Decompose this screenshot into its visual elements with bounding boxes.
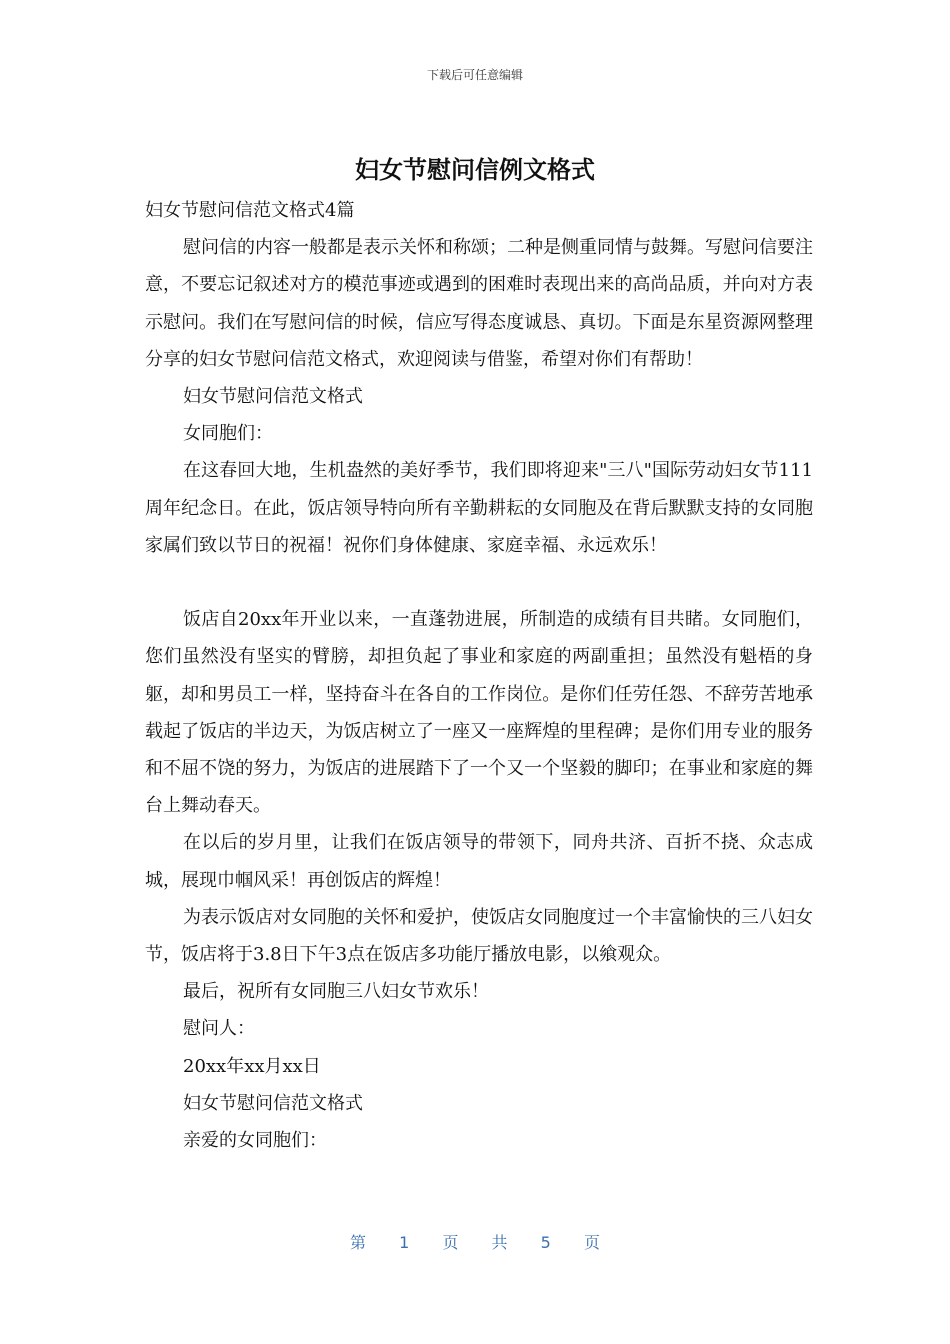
salutation: 女同胞们： bbox=[183, 423, 273, 445]
total-page-number: 5 bbox=[540, 1233, 551, 1252]
document-title: 妇女节慰问信例文格式 bbox=[355, 156, 595, 184]
subtitle-line: 妇女节慰问信范文格式4篇 bbox=[145, 200, 355, 221]
page-header: 下载后可任意编辑 bbox=[426, 68, 523, 82]
body-paragraph: 在以后的岁月里，让我们在饭店领导的带领下，同舟共济、百折不挠、众志成城，展现巾帼风采！再创饭店的辉煌！ bbox=[145, 832, 813, 891]
footer-word: 第 bbox=[350, 1233, 367, 1252]
footer-word: 共 bbox=[491, 1233, 508, 1252]
salutation: 亲爱的女同胞们： bbox=[183, 1130, 327, 1152]
body-paragraph: 为表示饭店对女同胞的关怀和爱护，使饭店女同胞度过一个丰富愉快的三八妇女节，饭店将于3.8日下午3点在饭店多功能厅播放电影，以飨观众。 bbox=[145, 906, 813, 966]
section-heading: 妇女节慰问信范文格式 bbox=[183, 1092, 363, 1114]
footer-word: 页 bbox=[583, 1233, 600, 1252]
date-line: 20xx年xx月xx日 bbox=[183, 1055, 321, 1077]
section-heading: 妇女节慰问信范文格式 bbox=[183, 386, 363, 408]
body-paragraph: 在这春回大地，生机盎然的美好季节，我们即将迎来"三八"国际劳动妇女节111周年纪念日。在此，饭店领导特向所有辛勤耕耘的女同胞及在背后默默支持的女同胞家属们致以节日的祝福！祝你们身体健康、家庭幸福、永远欢乐！ bbox=[145, 460, 813, 556]
blank-line bbox=[145, 564, 813, 601]
intro-paragraph: 慰问信的内容一般都是表示关怀和称颂；二种是侧重同情与鼓舞。写慰问信要注意，不要忘记叙述对方的模范事迹或遇到的困难时表现出来的高尚品质，并向对方表示慰问。我们在写慰问信的时候，信应写得态度诚恳、真切。下面是东星资源网整理分享的妇女节慰问信范文格式，欢迎阅读与借鉴，希望对你们有帮助！ bbox=[145, 237, 813, 370]
footer-word: 页 bbox=[442, 1233, 459, 1252]
page-footer bbox=[0, 1230, 950, 1253]
signature-label: 慰问人： bbox=[183, 1018, 255, 1040]
document-body bbox=[145, 192, 813, 1159]
current-page-number: 1 bbox=[399, 1233, 410, 1252]
body-paragraph: 饭店自20xx年开业以来，一直蓬勃进展，所制造的成绩有目共睹。女同胞们，您们虽然没有坚实的臂膀，却担负起了事业和家庭的两副重担；虽然没有魁梧的身躯，却和男员工一样，坚持奋斗在各自的工作岗位。是你们任劳任怨、不辞劳苦地承载起了饭店的半边天，为饭店树立了一座又一座辉煌的里程碑；是你们用专业的服务和不屈不饶的努力，为饭店的进展踏下了一个又一个坚毅的脚印；在事业和家庭的舞台上舞动春天。 bbox=[145, 609, 813, 817]
closing-wish: 最后，祝所有女同胞三八妇女节欢乐！ bbox=[183, 981, 489, 1003]
